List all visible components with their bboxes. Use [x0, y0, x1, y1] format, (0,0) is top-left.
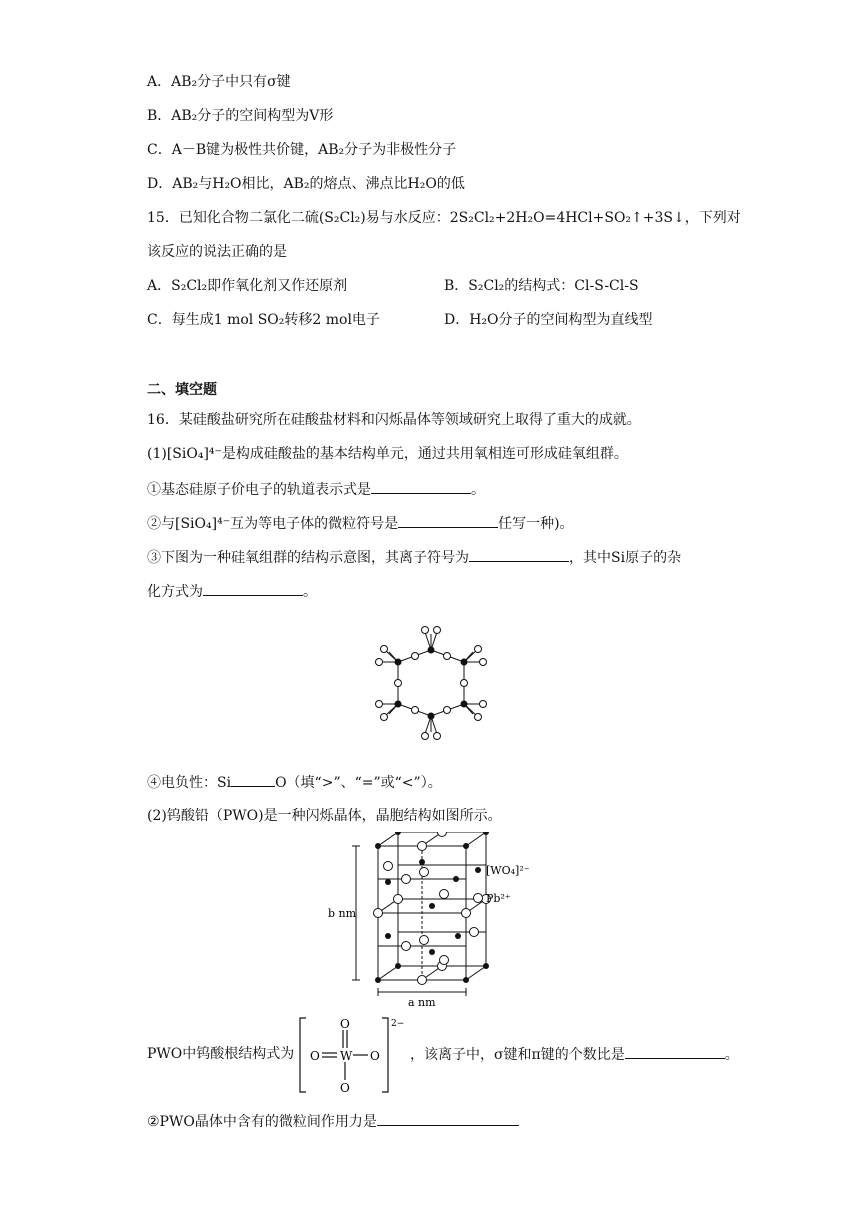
- q16-part2: (2)钨酸铅（PWO)是一种闪烁晶体，晶胞结构如图所示。: [147, 808, 502, 824]
- q16-sub4-pre: ④电负性：Si: [147, 775, 232, 791]
- q16-q2-text: ②PWO晶体中含有的微粒间作用力是: [147, 1114, 377, 1130]
- pwo-post: ，该离子中，σ键和π键的个数比是: [410, 1047, 625, 1063]
- q16-q2: [147, 1111, 519, 1132]
- tung-o-left: O: [310, 1049, 320, 1063]
- q15-stem-line2: 该反应的说法正确的是: [147, 244, 287, 260]
- tung-charge: 2−: [391, 1019, 405, 1029]
- q16-sub2: [147, 513, 574, 534]
- q16-sub3-text: ③下图为一种硅氧组群的结构示意图，其离子符号为: [147, 550, 469, 566]
- q16-sub1: [147, 479, 485, 500]
- dimension-b: b nm: [328, 907, 357, 920]
- answer-blank-3[interactable]: [469, 547, 569, 562]
- q16-sub2-end: 任写一种)。: [498, 516, 574, 532]
- q16-intro: 16．某硅酸盐研究所在硅酸盐材料和闪烁晶体等领域研究上取得了重大的成就。: [147, 412, 641, 428]
- q15-option-d: D．H₂O分子的空间构型为直线型: [444, 312, 653, 328]
- q15-stem-line1: 15．已知化合物二氯化二硫(S₂Cl₂)易与水反应：2S₂Cl₂+2H₂O=4HCl+SO₂↑+3S↓，下列对: [147, 210, 741, 226]
- answer-blank-6[interactable]: [625, 1044, 725, 1059]
- q16-sub1-text: ①基态硅原子价电子的轨道表示式是: [147, 482, 371, 498]
- q16-sub3: [147, 547, 681, 568]
- tung-o-bottom: O: [340, 1081, 350, 1095]
- q16-sub3-mid: ，其中Si原子的杂: [569, 550, 682, 566]
- tung-o-right: O: [370, 1049, 380, 1063]
- section-heading-fill-in: 二、填空题: [147, 382, 217, 398]
- q16-sub3-line2: [147, 581, 317, 602]
- q16-pwo-line: [147, 1044, 294, 1064]
- pwo-pre: PWO中钨酸根结构式为: [147, 1046, 295, 1062]
- q14-option-d: D．AB₂与H₂O相比，AB₂的熔点、沸点比H₂O的低: [147, 176, 465, 192]
- legend-wo4: [WO₄]²⁻: [486, 864, 530, 877]
- q16-sub3-line2-end: 。: [303, 584, 317, 600]
- q16-sub4-post: O（填“>”、“=”或“<”）。: [275, 775, 442, 791]
- silicate-ring-diagram: [365, 612, 497, 754]
- q15-option-b: B．S₂Cl₂的结构式：Cl-S-Cl-S: [444, 278, 639, 294]
- q15-option-a: A．S₂Cl₂即作氧化剂又作还原剂: [147, 278, 348, 294]
- q14-option-c: C．A－B键为极性共价键，AB₂分子为非极性分子: [147, 142, 457, 158]
- pwo-unit-cell-diagram: [326, 832, 546, 1008]
- q14-option-a: A．AB₂分子中只有σ键: [147, 74, 291, 90]
- q16-pwo-line-post: [410, 1044, 739, 1065]
- answer-blank-7[interactable]: [377, 1111, 519, 1126]
- answer-blank-5[interactable]: [231, 772, 275, 787]
- dimension-a: a nm: [408, 996, 436, 1008]
- answer-blank-4[interactable]: [203, 581, 303, 596]
- q16-sub3-line2-text: 化方式为: [147, 584, 203, 600]
- q16-sub2-text: ②与[SiO₄]⁴⁻互为等电子体的微粒符号是: [147, 516, 399, 532]
- legend-pb: Pb²⁺: [486, 892, 511, 905]
- tung-w: W: [340, 1049, 353, 1063]
- pwo-end: 。: [724, 1047, 739, 1063]
- answer-blank-2[interactable]: [398, 513, 498, 528]
- q15-option-c: C．每生成1 mol SO₂转移2 mol电子: [147, 312, 380, 328]
- tung-o-top: O: [340, 1017, 350, 1031]
- q16-sub1-end: 。: [471, 482, 485, 498]
- answer-blank-1[interactable]: [371, 479, 471, 494]
- q16-sub4: [147, 772, 442, 793]
- tungstate-structure: [298, 1014, 406, 1098]
- q14-option-b: B．AB₂分子的空间构型为V形: [147, 108, 334, 124]
- q16-part1: (1)[SiO₄]⁴⁻是构成硅酸盐的基本结构单元，通过共用氧相连可形成硅氧组群。: [147, 446, 628, 462]
